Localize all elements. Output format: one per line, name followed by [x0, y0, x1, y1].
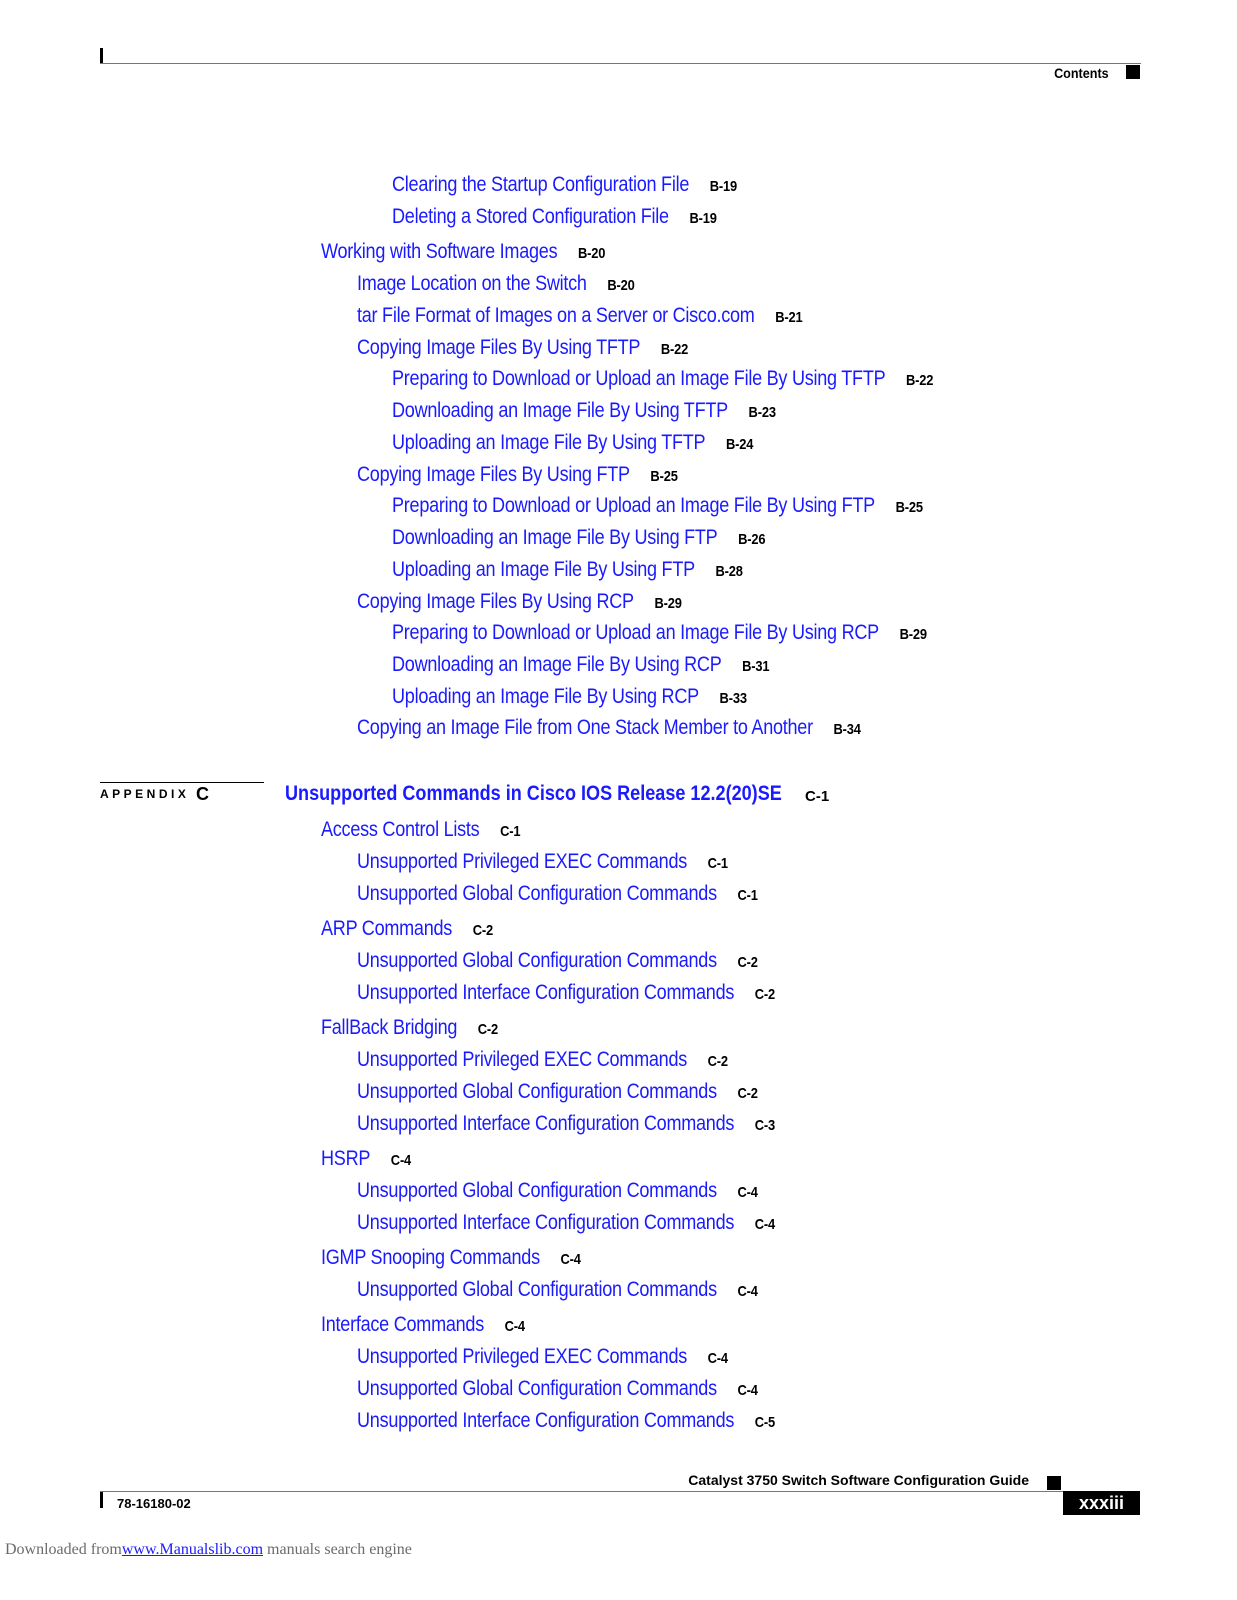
toc-entry [357, 336, 742, 362]
toc-entry-page-number: B-20 [607, 277, 635, 294]
toc-entry [321, 240, 652, 266]
toc-entry [321, 917, 521, 943]
toc-entry-title-link[interactable]: Unsupported Global Configuration Commands [357, 1377, 717, 1400]
toc-entry [392, 173, 793, 199]
toc-entry-page-number: B-22 [906, 372, 934, 389]
toc-entry-title-link[interactable]: Unsupported Interface Configuration Commands [357, 1211, 735, 1234]
toc-entry [357, 1377, 823, 1403]
toc-entry [392, 653, 831, 679]
toc-entry-title-link[interactable]: Image Location on the Switch [357, 272, 587, 295]
toc-entry-title-link[interactable]: Copying Image Files By Using TFTP [357, 336, 641, 359]
toc-entry-page-number: C-4 [560, 1251, 581, 1268]
toc-entry [392, 685, 805, 711]
toc-entry [392, 494, 1009, 520]
toc-entry [357, 1211, 843, 1237]
footer-page-number: xxxiii [1063, 1491, 1140, 1515]
toc-entry-title-link[interactable]: Unsupported Interface Configuration Commands [357, 981, 735, 1004]
toc-entry-page-number: C-1 [707, 855, 728, 872]
toc-entry-page-number: B-19 [709, 178, 738, 195]
toc-entry-title-link[interactable]: HSRP [321, 1147, 371, 1170]
toc-entry [392, 367, 1021, 393]
appendix-letter: C [196, 784, 209, 804]
toc-entry-page-number: B-31 [742, 658, 770, 675]
toc-entry-page-number: B-29 [899, 626, 927, 643]
toc-entry-title-link[interactable]: Clearing the Startup Configuration File [392, 173, 690, 196]
toc-entry-page-number: C-2 [477, 1021, 499, 1038]
toc-entry-title-link[interactable]: Unsupported Privileged EXEC Commands [357, 1048, 688, 1071]
toc-entry [357, 1345, 788, 1371]
toc-entry-title-link[interactable]: Preparing to Download or Upload an Image File By Using TFTP [392, 367, 886, 390]
appendix-page-number: C-1 [805, 788, 830, 805]
footer-doc-number: 78-16180-02 [117, 1496, 191, 1511]
toc-entry [357, 1409, 843, 1435]
toc-entry-title-link[interactable]: Working with Software Images [321, 240, 558, 263]
download-prefix: Downloaded from [5, 1541, 122, 1558]
toc-entry [357, 463, 730, 489]
toc-entry-page-number: B-28 [715, 563, 743, 580]
toc-entry-page-number: B-25 [650, 468, 678, 485]
toc-entry-title-link[interactable]: FallBack Bridging [321, 1016, 458, 1039]
toc-entry [392, 621, 1014, 647]
toc-entry [392, 431, 812, 457]
toc-entry [357, 1080, 823, 1106]
toc-entry-title-link[interactable]: ARP Commands [321, 917, 453, 940]
toc-entry [321, 818, 553, 844]
appendix-rule [100, 782, 264, 783]
toc-entry-title-link[interactable]: Preparing to Download or Upload an Image File By Using FTP [392, 494, 875, 517]
toc-entry-title-link[interactable]: Copying an Image File from One Stack Member to Another [357, 716, 813, 739]
toc-entry-page-number: C-1 [500, 823, 521, 840]
toc-entry [321, 1016, 527, 1042]
toc-entry-title-link[interactable]: Uploading an Image File By Using TFTP [392, 431, 706, 454]
toc-entry-page-number: B-34 [833, 721, 861, 738]
toc-entry-page-number: B-23 [748, 404, 776, 421]
toc-entry-page-number: C-2 [472, 922, 493, 939]
toc-entry [357, 272, 680, 298]
toc-entry-title-link[interactable]: Unsupported Global Configuration Commands [357, 1278, 717, 1301]
header-rule [100, 63, 1141, 64]
download-notice [5, 1541, 412, 1559]
toc-entry-page-number: C-4 [737, 1184, 758, 1201]
toc-entry [392, 558, 800, 584]
toc-entry-page-number: B-24 [725, 436, 754, 453]
toc-entry-page-number: C-5 [754, 1414, 776, 1431]
toc-entry [357, 1048, 788, 1074]
toc-entry-page-number: C-4 [390, 1152, 412, 1169]
toc-entry [357, 1112, 843, 1138]
toc-entry [357, 590, 735, 616]
toc-entry [321, 1246, 623, 1272]
footer-rule [100, 1491, 1063, 1492]
toc-entry-title-link[interactable]: Unsupported Privileged EXEC Commands [357, 850, 688, 873]
toc-entry-page-number: C-2 [737, 954, 758, 971]
toc-entry [357, 1179, 823, 1205]
toc-entry [321, 1147, 426, 1173]
toc-entry-page-number: C-4 [754, 1216, 776, 1233]
toc-entry-title-link[interactable]: Deleting a Stored Configuration File [392, 205, 669, 228]
toc-entry-title-link[interactable]: Uploading an Image File By Using RCP [392, 685, 699, 708]
toc-entry-title-link[interactable]: Unsupported Global Configuration Commands [357, 1179, 717, 1202]
toc-entry-title-link[interactable]: Unsupported Global Configuration Commands [357, 1080, 717, 1103]
toc-entry-page-number: B-29 [654, 595, 682, 612]
appendix-title-link[interactable]: Unsupported Commands in Cisco IOS Release 12.2(20)SE [285, 782, 782, 805]
footer-margin-mark [100, 1492, 103, 1508]
toc-entry [357, 949, 823, 975]
toc-entry-page-number: B-21 [775, 309, 803, 326]
toc-entry-title-link[interactable]: Preparing to Download or Upload an Image File By Using RCP [392, 621, 879, 644]
toc-entry-title-link[interactable]: Unsupported Interface Configuration Commands [357, 1409, 735, 1432]
toc-entry [357, 981, 843, 1007]
toc-entry-page-number: C-4 [707, 1350, 728, 1367]
toc-entry [392, 205, 770, 231]
toc-entry [357, 304, 875, 330]
toc-entry-title-link[interactable]: Access Control Lists [321, 818, 480, 841]
toc-entry-page-number: B-22 [660, 341, 689, 358]
toc-entry-title-link[interactable]: Copying Image Files By Using FTP [357, 463, 630, 486]
toc-entry-page-number: C-4 [504, 1318, 525, 1335]
toc-entry-page-number: B-26 [738, 531, 766, 548]
running-header-label: Contents [1054, 65, 1109, 81]
toc-entry-title-link[interactable]: Downloading an Image File By Using TFTP [392, 399, 728, 422]
appendix-label: APPENDIX [100, 787, 190, 801]
header-square-marker [1126, 65, 1140, 79]
toc-entry-title-link[interactable]: Downloading an Image File By Using FTP [392, 526, 718, 549]
toc-entry [392, 399, 838, 425]
toc-entry-page-number: C-4 [737, 1382, 758, 1399]
footer-square-marker [1047, 1476, 1061, 1490]
toc-entry-title-link[interactable]: Unsupported Interface Configuration Commands [357, 1112, 735, 1135]
header-margin-mark [100, 48, 103, 64]
toc-entry-page-number: B-33 [719, 690, 747, 707]
toc-entry [357, 1278, 823, 1304]
toc-entry-page-number: B-25 [895, 499, 923, 516]
toc-entry [357, 850, 788, 876]
toc-entry-title-link[interactable]: tar File Format of Images on a Server or Cisco.com [357, 304, 755, 327]
download-suffix: manuals search engine [263, 1541, 412, 1558]
manualslib-link[interactable]: www.Manualslib.com [121, 1541, 264, 1558]
toc-entry-title-link[interactable]: IGMP Snooping Commands [321, 1246, 540, 1269]
footer-guide-title: Catalyst 3750 Switch Software Configuration Guide [688, 1472, 1029, 1488]
toc-entry [392, 526, 826, 552]
toc-entry-page-number: B-19 [689, 210, 717, 227]
toc-entry-title-link[interactable]: Uploading an Image File By Using FTP [392, 558, 695, 581]
toc-entry-page-number: C-4 [737, 1283, 758, 1300]
toc-entry-page-number: C-2 [737, 1085, 758, 1102]
toc-entry [357, 716, 943, 742]
toc-entry-title-link[interactable]: Copying Image Files By Using RCP [357, 590, 634, 613]
toc-entry-page-number: C-2 [754, 986, 776, 1003]
toc-entry-page-number: C-2 [707, 1053, 728, 1070]
toc-entry [321, 1313, 558, 1339]
toc-entry-title-link[interactable]: Interface Commands [321, 1313, 484, 1336]
toc-entry-title-link[interactable]: Downloading an Image File By Using RCP [392, 653, 722, 676]
toc-entry-page-number: C-3 [754, 1117, 776, 1134]
toc-entry-title-link[interactable]: Unsupported Global Configuration Commands [357, 882, 717, 905]
appendix-heading [285, 782, 863, 806]
toc-entry-page-number: B-20 [577, 245, 606, 262]
toc-entry [357, 882, 823, 908]
toc-entry-title-link[interactable]: Unsupported Global Configuration Commands [357, 949, 717, 972]
toc-entry-page-number: C-1 [737, 887, 758, 904]
toc-entry-title-link[interactable]: Unsupported Privileged EXEC Commands [357, 1345, 688, 1368]
